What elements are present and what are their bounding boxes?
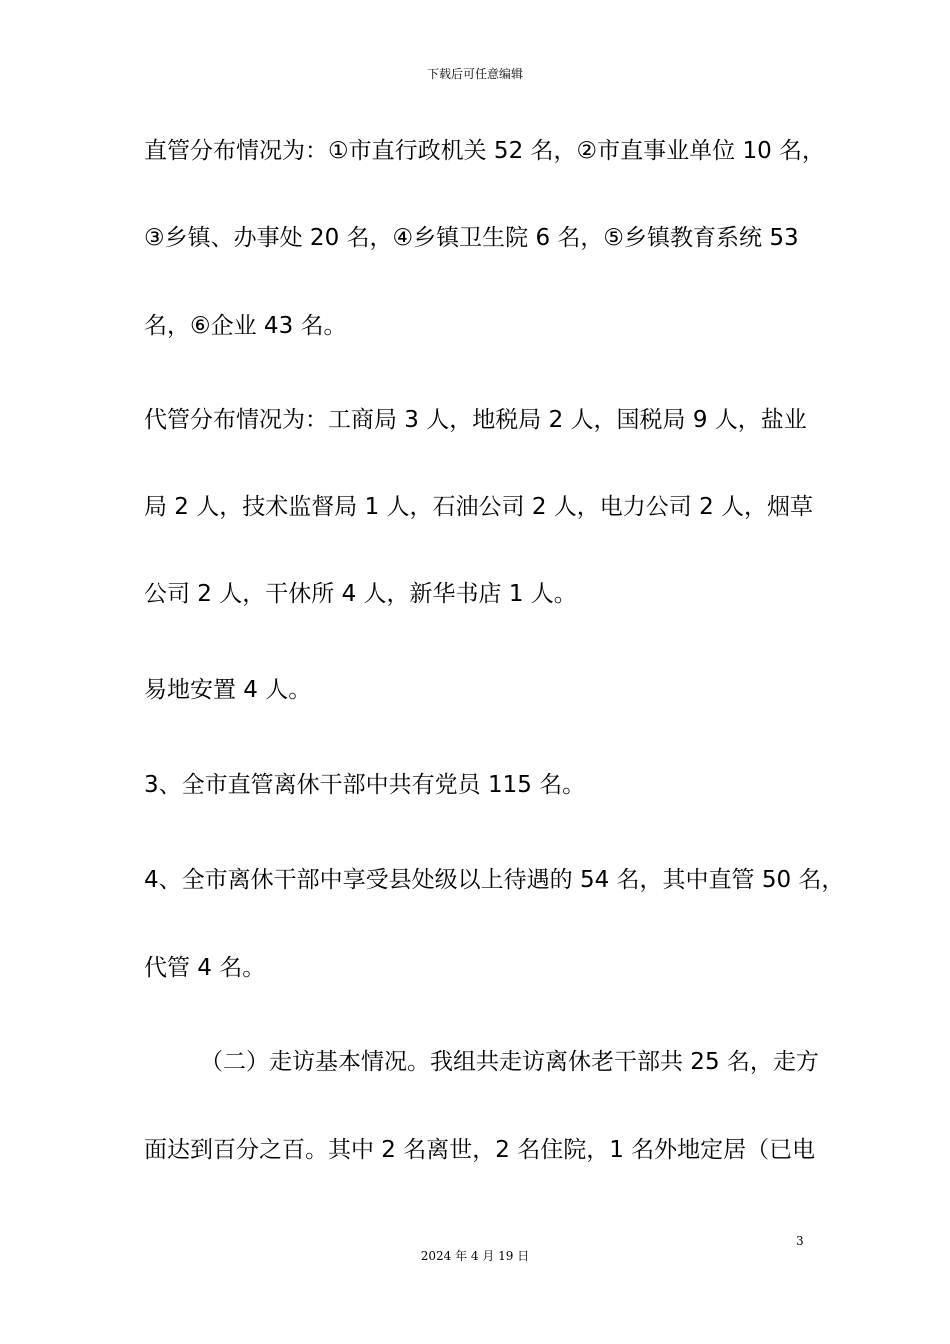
footer-date: 2024 年 4 月 19 日	[420, 1249, 530, 1263]
paragraph-line-5: 局 2 人，技术监督局 1 人，石油公司 2 人，电力公司 2 人，烟草	[144, 494, 814, 520]
paragraph-line-8: 3、全市直管离休干部中共有党员 115 名。	[144, 772, 586, 798]
page-number: 3	[796, 1234, 804, 1248]
paragraph-line-11: （二）走访基本情况。我组共走访离休老干部共 25 名，走方	[200, 1049, 819, 1075]
paragraph-line-6: 公司 2 人，干休所 4 人，新华书店 1 人。	[144, 581, 577, 607]
paragraph-line-1: 直管分布情况为：①市直行政机关 52 名，②市直事业单位 10 名，	[144, 138, 826, 164]
paragraph-line-2: ③乡镇、办事处 20 名，④乡镇卫生院 6 名，⑤乡镇教育系统 53	[144, 225, 799, 251]
paragraph-line-10: 代管 4 名。	[144, 955, 266, 981]
paragraph-line-9: 4、全市离休干部中享受县处级以上待遇的 54 名，其中直管 50 名，	[144, 867, 845, 893]
paragraph-line-3: 名，⑥企业 43 名。	[144, 313, 347, 339]
paragraph-line-4: 代管分布情况为：工商局 3 人，地税局 2 人，国税局 9 人，盐业	[144, 407, 807, 433]
paragraph-line-12: 面达到百分之百。其中 2 名离世，2 名住院，1 名外地定居（已电	[144, 1137, 816, 1163]
page-header: 下载后可任意编辑	[426, 67, 523, 81]
paragraph-line-7: 易地安置 4 人。	[144, 677, 312, 703]
